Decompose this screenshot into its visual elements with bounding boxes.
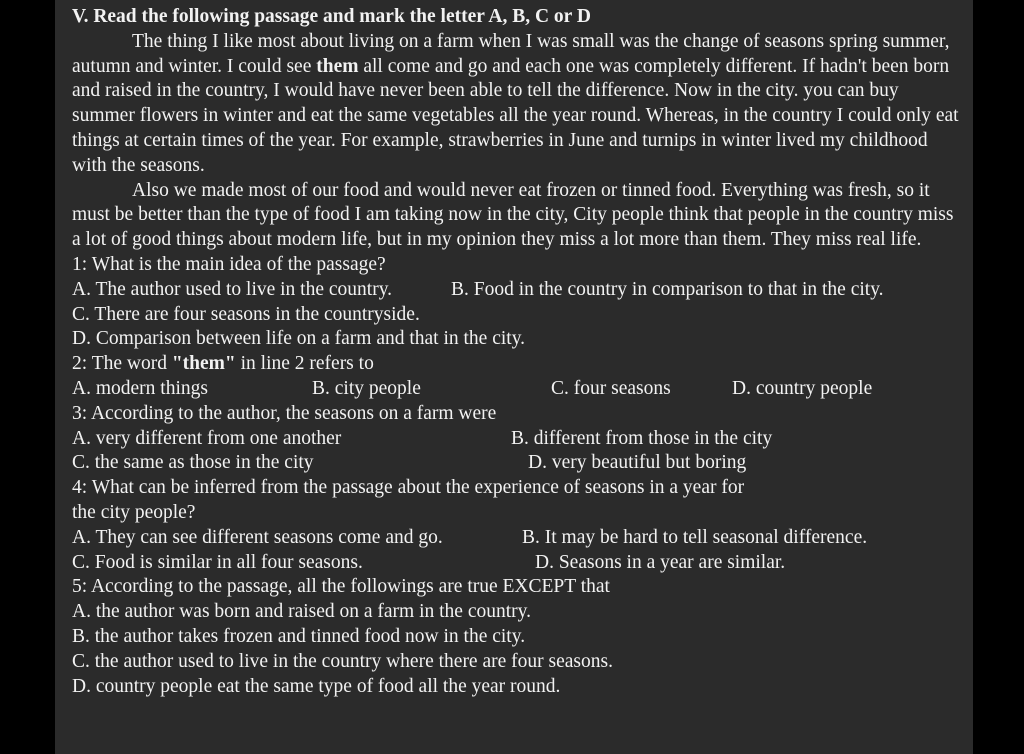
- question-5-option-d[interactable]: D. country people eat the same type of food all the year round.: [72, 675, 561, 697]
- worksheet-page: [55, 0, 973, 754]
- question-3-option-a[interactable]: A. very different from one another: [72, 427, 342, 449]
- question-2-options-row: [72, 377, 963, 402]
- question-4-option-d[interactable]: D. Seasons in a year are similar.: [535, 551, 786, 573]
- question-4-options-row-2: [72, 551, 963, 576]
- question-5-option-a[interactable]: A. the author was born and raised on a farm in the country.: [72, 601, 532, 623]
- question-4-line-2: the city people?: [72, 501, 196, 523]
- question-1-option-a[interactable]: A. The author used to live in the country.: [72, 278, 393, 300]
- question-2-option-c[interactable]: C. four seasons: [551, 377, 671, 399]
- passage-paragraph-2: Also we made most of our food and would never eat frozen or tinned food. Everything was fresh, so it must be better than the type of food I am taking now in the city, City people think that people in the country miss a lot of good things about modern life, but in my opinion they miss a lot more than them. They miss real life.: [72, 179, 954, 251]
- question-1-options-row-1: [72, 278, 963, 303]
- question-text: 2: The word: [72, 353, 172, 375]
- question-2-option-b[interactable]: B. city people: [312, 377, 421, 399]
- question-text: in line 2 refers to: [235, 353, 374, 375]
- question-1-option-c[interactable]: C. There are four seasons in the countryside.: [72, 303, 420, 325]
- section-title: V. Read the following passage and mark the letter A, B, C or D: [72, 6, 591, 27]
- question-3: 3: According to the author, the seasons on a farm were: [72, 402, 497, 424]
- question-3-options-row-1: [72, 427, 963, 452]
- question-4-line-1: 4: What can be inferred from the passage about the experience of seasons in a year for: [72, 477, 745, 499]
- question-5-option-b[interactable]: B. the author takes frozen and tinned food now in the city.: [72, 625, 526, 647]
- question-1: 1: What is the main idea of the passage?: [72, 253, 386, 275]
- question-2-option-d[interactable]: D. country people: [732, 377, 873, 399]
- question-3-option-d[interactable]: D. very beautiful but boring: [528, 452, 747, 474]
- question-3-option-b[interactable]: B. different from those in the city: [511, 427, 773, 449]
- question-bold-word: "them": [171, 353, 236, 375]
- question-4-option-c[interactable]: C. Food is similar in all four seasons.: [72, 551, 363, 573]
- question-2-option-a[interactable]: A. modern things: [72, 377, 208, 399]
- question-3-option-c[interactable]: C. the same as those in the city: [72, 452, 314, 474]
- question-1-option-b[interactable]: B. Food in the country in comparison to that in the city.: [451, 278, 884, 300]
- question-4-option-b[interactable]: B. It may be hard to tell seasonal difference.: [522, 526, 868, 548]
- passage-text: The thing I like most about living on a farm when I was small was the change of seasons spring summer, autumn and winter. I could see: [72, 30, 950, 77]
- passage-paragraph-1: [72, 30, 963, 179]
- question-5: 5: According to the passage, all the followings are true EXCEPT that: [72, 576, 610, 598]
- passage-bold-word: them: [316, 55, 359, 77]
- question-4-options-row-1: [72, 526, 963, 551]
- question-1-option-d[interactable]: D. Comparison between life on a farm and that in the city.: [72, 328, 526, 350]
- question-5-option-c[interactable]: C. the author used to live in the country where there are four seasons.: [72, 650, 613, 672]
- question-2: [72, 352, 963, 377]
- passage-text: all come and go and each one was completely different. If hadn't been born and raised in the country, I would have never been able to tell the difference. Now in the city. you can buy summer flowers in winter and eat the same vegetables all the year round. Whereas, in the country I could only eat things at certain times of the year. For example, strawberries in June and turnips in winter lived my childhood with the seasons.: [72, 55, 959, 176]
- question-3-options-row-2: [72, 451, 963, 476]
- question-4-option-a[interactable]: A. They can see different seasons come and go.: [72, 526, 443, 548]
